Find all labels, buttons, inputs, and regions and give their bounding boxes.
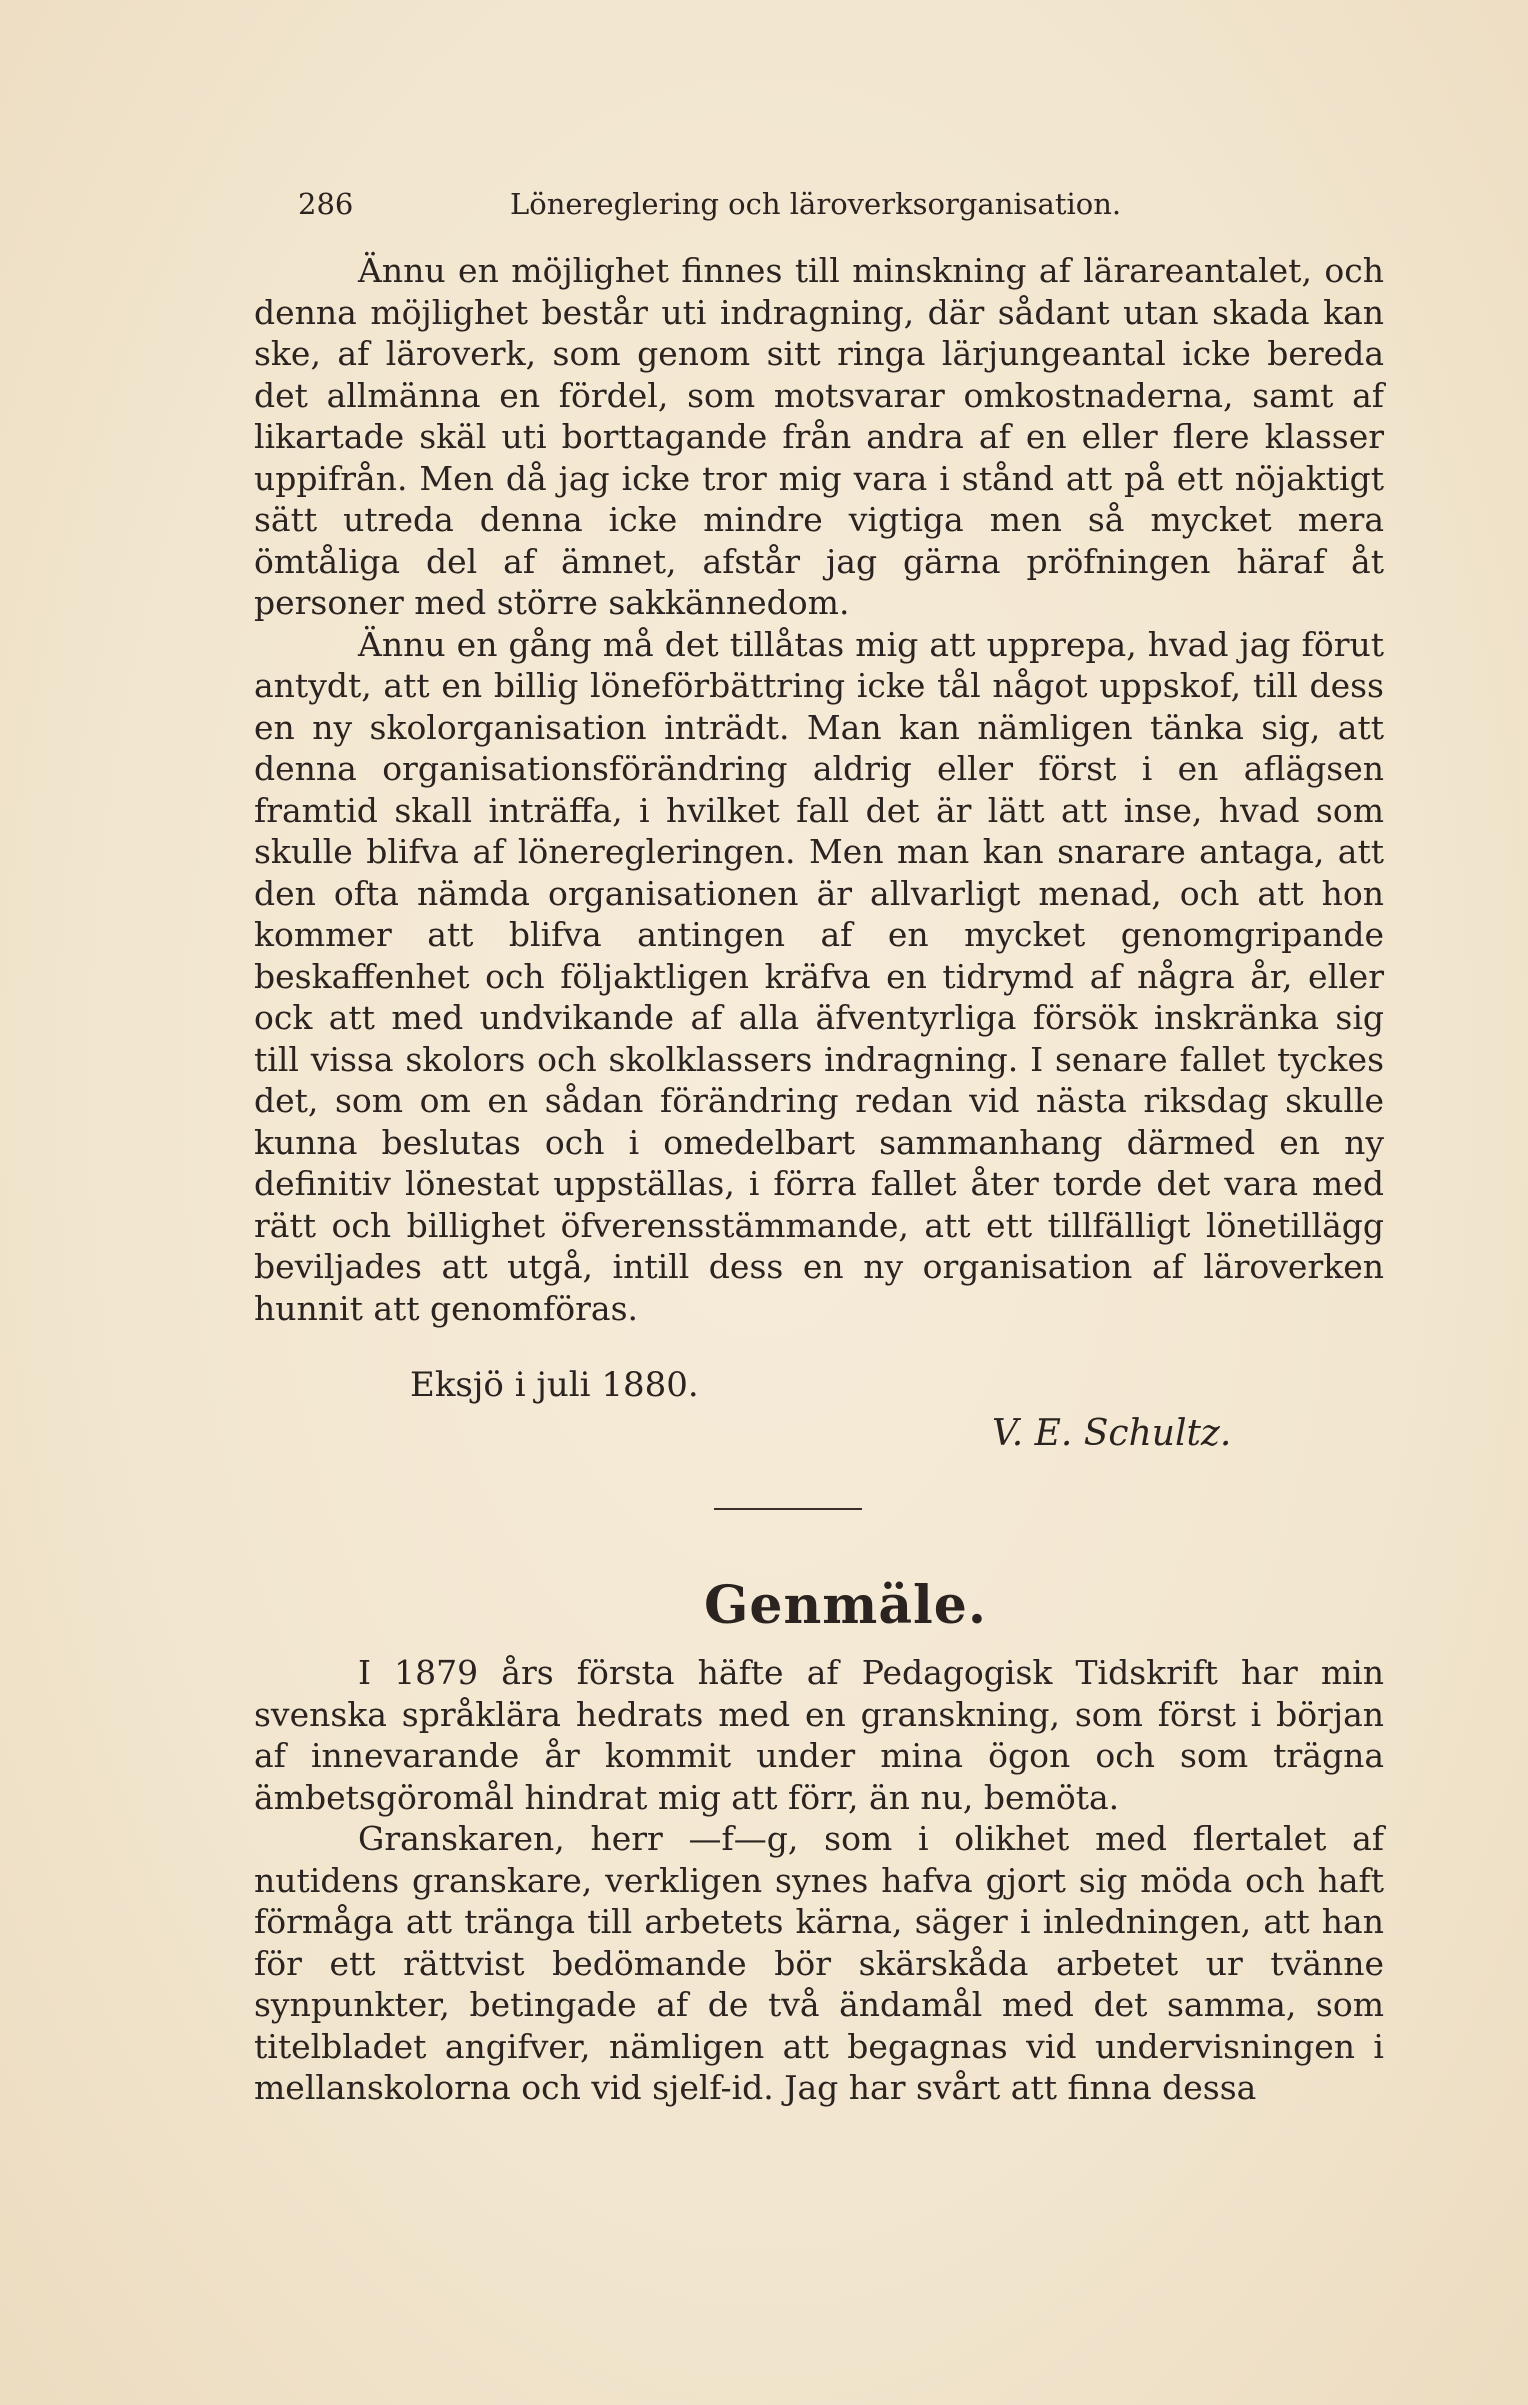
running-title: Lönereglering och läroverksorganisation. bbox=[510, 187, 1122, 221]
author-signature: V. E. Schultz. bbox=[992, 1413, 1232, 1454]
article-body bbox=[254, 250, 1384, 1329]
paragraph: Granskaren, herr —f—g, som i olikhet med flertalet af nutidens granskare, verkligen synes hafva gjort sig möda och haft förmåga att tränga till arbetets kärna, säger i inledningen, att han för ett rättvist bedömande bör skärskåda arbetet ur tvänne synpunkter, betingade af de två ändamål med det samma, som titelbladet angifver, nämligen att begagnas vid undervisningen i mellanskolorna och vid sjelf-id. Jag har svårt att finna dessa bbox=[254, 1819, 1384, 2107]
paragraph: I 1879 års första häfte af Pedagogisk Tidskrift har min svenska språklära hedrats med en granskning, som först i början af innevarande år kommit under mina ögon och som trägna ämbetsgöromål hindrat mig att förr, än nu, bemöta. bbox=[254, 1653, 1384, 1817]
page-number: 286 bbox=[298, 187, 354, 221]
paragraph: Ännu en möjlighet finnes till minskning af lärareantalet, och denna möjlighet består uti indragning, där sådant utan skada kan ske, af läroverk, som genom sitt ringa lärjungeantal icke bereda det allmänna en fördel, som motsvarar omkostnaderna, samt af likartade skäl uti borttagande från andra af en eller flere klasser uppifrån. Men då jag icke tror mig vara i stånd att på ett nöjaktigt sätt utreda denna icke mindre vigtiga men så mycket mera ömtåliga del af ämnet, afstår jag gärna pröfningen häraf åt personer med större sakkännedom. bbox=[254, 251, 1384, 622]
section-title: Genmäle. bbox=[704, 1575, 987, 1636]
paragraph: Ännu en gång må det tillåtas mig att upprepa, hvad jag förut antydt, att en billig löneförbättring icke tål något uppskof, till dess en ny skolorganisation inträdt. Man kan nämligen tänka sig, att denna organisationsförändring aldrig eller först i en aflägsen framtid skall inträffa, i hvilket fall det är lätt att inse, hvad som skulle blifva af löneregleringen. Men man kan snarare antaga, att den ofta nämda organisationen är allvarligt menad, och att hon kommer att blifva antingen af en mycket genomgripande beskaffenhet och följaktligen kräfva en tidrymd af några år, eller ock att med undvikande af alla äfventyrliga försök inskränka sig till vissa skolors och skolklassers indragning. I senare fallet tyckes det, som om en sådan förändring redan vid nästa riksdag skulle kunna beslutas och i omedelbart sammanhang därmed en ny definitiv lönestat uppställas, i förra fallet åter torde det vara med rätt och billighet öfverensstämmande, att ett tillfälligt lönetillägg beviljades att utgå, intill dess en ny organisation af läroverken hunnit att genomföras. bbox=[254, 624, 1384, 1328]
reply-body bbox=[254, 1652, 1384, 2109]
running-header bbox=[298, 178, 1388, 230]
dateline: Eksjö i juli 1880. bbox=[410, 1365, 699, 1405]
section-divider bbox=[714, 1508, 862, 1510]
